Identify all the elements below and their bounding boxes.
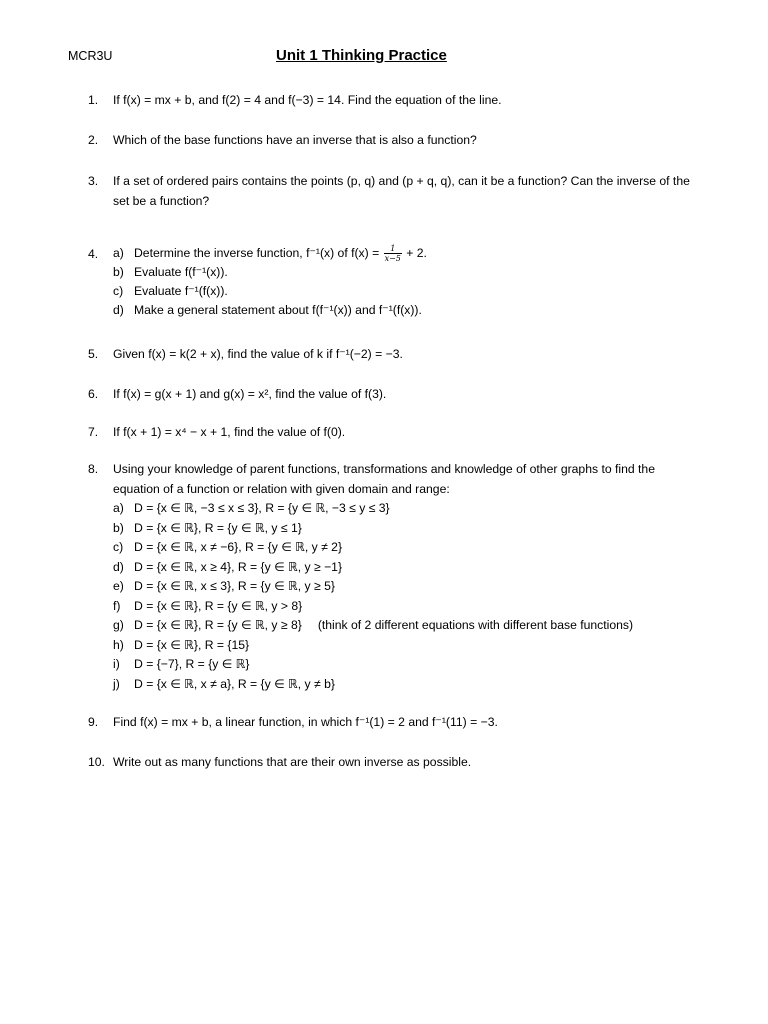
part-text: D = {x ∈ ℝ, x ≠ −6}, R = {y ∈ ℝ, y ≠ 2} xyxy=(134,540,343,554)
question-number: 4. xyxy=(88,247,99,261)
part-label: d) xyxy=(113,303,124,318)
question-part xyxy=(113,597,703,617)
fraction xyxy=(384,244,402,263)
question-text: Write out as many functions that are their own inverse as possible. xyxy=(113,755,472,769)
part-label: d) xyxy=(113,559,124,574)
question-number: 10. xyxy=(88,755,105,769)
question-text: Find f(x) = mx + b, a linear function, in which f⁻¹(1) = 2 and f⁻¹(11) = −3. xyxy=(113,715,498,729)
part-label: c) xyxy=(113,284,124,299)
page-title: Unit 1 Thinking Practice xyxy=(276,47,447,64)
question-part xyxy=(113,282,713,301)
question-text: Given f(x) = k(2 + x), find the value of k if f⁻¹(−2) = −3. xyxy=(113,347,403,361)
part-label: h) xyxy=(113,637,124,652)
part-text: D = {x ∈ ℝ}, R = {y ∈ ℝ, y ≥ 8} xyxy=(134,618,302,632)
question-part xyxy=(113,499,703,519)
question-text: If f(x) = g(x + 1) and g(x) = x², find the value of f(3). xyxy=(113,387,387,401)
question-part xyxy=(113,636,703,656)
fraction-numerator: 1 xyxy=(384,244,402,254)
part-label: e) xyxy=(113,579,124,593)
question-text: If f(x) = mx + b, and f(2) = 4 and f(−3) = 14. Find the equation of the line. xyxy=(113,93,502,107)
part-label: a) xyxy=(113,246,124,260)
part-text: D = {x ∈ ℝ, x ≠ a}, R = {y ∈ ℝ, y ≠ b} xyxy=(134,676,335,691)
part-label: g) xyxy=(113,618,124,632)
part-text: D = {x ∈ ℝ}, R = {y ∈ ℝ, y ≤ 1} xyxy=(134,520,302,535)
question-part xyxy=(113,263,713,282)
question-number: 6. xyxy=(88,387,99,401)
part-text: D = {x ∈ ℝ}, R = {15} xyxy=(134,637,250,652)
question-text: If a set of ordered pairs contains the points (p, q) and (p + q, q), can it be a function? Can the inverse of the set be a function? xyxy=(113,174,690,208)
part-label: i) xyxy=(113,657,120,671)
part-text-end: + 2. xyxy=(402,246,427,260)
part-text: D = {x ∈ ℝ, x ≤ 3}, R = {y ∈ ℝ, y ≥ 5} xyxy=(134,579,335,593)
question-number: 5. xyxy=(88,347,99,361)
question-number: 7. xyxy=(88,425,99,439)
question-part xyxy=(113,558,703,578)
question-part xyxy=(113,675,703,695)
question-number: 1. xyxy=(88,93,99,107)
question-part xyxy=(113,538,703,558)
part-text: D = {x ∈ ℝ, x ≥ 4}, R = {y ∈ ℝ, y ≥ −1} xyxy=(134,559,343,574)
part-text: Evaluate f⁻¹(f(x)). xyxy=(134,284,228,299)
part-label: c) xyxy=(113,540,124,554)
part-label: b) xyxy=(113,265,124,280)
part-text: D = {x ∈ ℝ, −3 ≤ x ≤ 3}, R = {y ∈ ℝ, −3 ≤ y ≤ 3} xyxy=(134,501,390,515)
question-part xyxy=(113,301,713,320)
course-code: MCR3U xyxy=(68,49,113,63)
part-text: Make a general statement about f(f⁻¹(x)) and f⁻¹(f(x)). xyxy=(134,303,422,318)
question-part xyxy=(113,616,703,636)
part-label: b) xyxy=(113,520,124,535)
part-label: a) xyxy=(113,501,124,515)
question-part xyxy=(113,519,703,539)
fraction-denominator: x−5 xyxy=(384,254,401,264)
question-number: 3. xyxy=(88,174,99,188)
part-text: Evaluate f(f⁻¹(x)). xyxy=(134,265,228,280)
question-number: 8. xyxy=(88,462,99,476)
part-label: j) xyxy=(113,676,120,691)
question-part xyxy=(113,577,703,597)
part-label: f) xyxy=(113,598,121,613)
question-part xyxy=(113,244,713,263)
question-part xyxy=(113,655,703,675)
question-text: Which of the base functions have an inverse that is also a function? xyxy=(113,133,477,147)
part-text: D = {−7}, R = {y ∈ ℝ} xyxy=(134,657,250,671)
question-number: 9. xyxy=(88,715,99,729)
part-text: Determine the inverse function, f⁻¹(x) of f(x) = xyxy=(134,246,383,260)
part-text: D = {x ∈ ℝ}, R = {y ∈ ℝ, y > 8} xyxy=(134,598,303,613)
part-note: (think of 2 different equations with different base functions) xyxy=(317,618,634,632)
question-intro: Using your knowledge of parent functions, transformations and knowledge of other graphs to find the equation of a function or relation with given domain and range: xyxy=(113,462,655,496)
question-text: If f(x + 1) = x⁴ − x + 1, find the value of f(0). xyxy=(113,425,346,439)
question-number: 2. xyxy=(88,133,99,147)
